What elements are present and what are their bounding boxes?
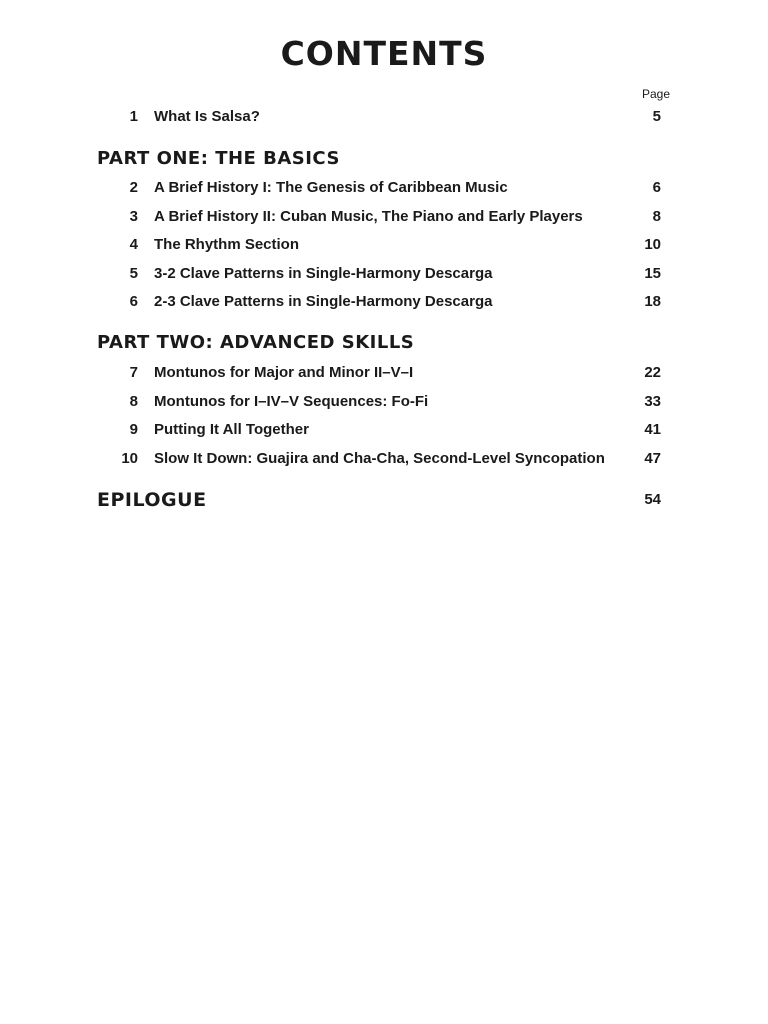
toc-entry-4[interactable]: [0, 234, 768, 256]
chapter-number: 8: [129, 393, 138, 410]
part-two-heading: PART TWO: ADVANCED SKILLS: [97, 332, 415, 353]
chapter-title: A Brief History I: The Genesis of Caribbean Music: [154, 179, 508, 196]
page-number: 18: [644, 293, 661, 310]
chapter-number: 2: [129, 179, 138, 196]
toc-entry-6[interactable]: [0, 291, 768, 313]
chapter-number: 3: [129, 208, 138, 225]
page-number: 8: [652, 208, 661, 225]
chapter-title: Slow It Down: Guajira and Cha-Cha, Second-Level Syncopation: [154, 450, 605, 467]
toc-entry-epilogue[interactable]: [0, 487, 768, 513]
page-number: 41: [644, 421, 661, 438]
chapter-number: 7: [129, 364, 138, 381]
chapter-number: 9: [129, 421, 138, 438]
part-one-heading: PART ONE: THE BASICS: [97, 148, 340, 169]
page-title: CONTENTS: [280, 34, 488, 73]
toc-entry-7[interactable]: [0, 362, 768, 384]
toc-entry-2[interactable]: [0, 177, 768, 199]
page-number: 6: [652, 179, 661, 196]
chapter-number: 6: [129, 293, 138, 310]
page-number: 22: [644, 364, 661, 381]
chapter-title: 3-2 Clave Patterns in Single-Harmony Descarga: [154, 265, 493, 282]
page-number: 15: [644, 265, 661, 282]
page-number: 54: [644, 491, 661, 508]
chapter-number: 4: [129, 236, 138, 253]
page-number: 33: [644, 393, 661, 410]
chapter-title: Montunos for I–IV–V Sequences: Fo-Fi: [154, 393, 429, 410]
toc-entry-10[interactable]: [0, 448, 768, 470]
chapter-title: Putting It All Together: [154, 421, 309, 438]
toc-entry-1[interactable]: [0, 106, 768, 128]
chapter-title: What Is Salsa?: [154, 108, 260, 125]
toc-entry-9[interactable]: [0, 419, 768, 441]
chapter-number: 10: [121, 450, 138, 467]
chapter-number: 1: [129, 108, 138, 125]
chapter-title: The Rhythm Section: [154, 236, 300, 253]
chapter-title: 2-3 Clave Patterns in Single-Harmony Descarga: [154, 293, 493, 310]
page-number: 47: [644, 450, 661, 467]
chapter-title: Montunos for Major and Minor II–V–I: [154, 364, 414, 381]
page-number: 5: [652, 108, 661, 125]
toc-entry-5[interactable]: [0, 263, 768, 285]
page-number: 10: [644, 236, 661, 253]
chapter-number: 5: [129, 265, 138, 282]
page-column-label: Page: [641, 87, 670, 101]
toc-entry-8[interactable]: [0, 391, 768, 413]
toc-entry-3[interactable]: [0, 206, 768, 228]
epilogue-heading: EPILOGUE: [97, 489, 207, 511]
chapter-title: A Brief History II: Cuban Music, The Piano and Early Players: [154, 208, 583, 225]
